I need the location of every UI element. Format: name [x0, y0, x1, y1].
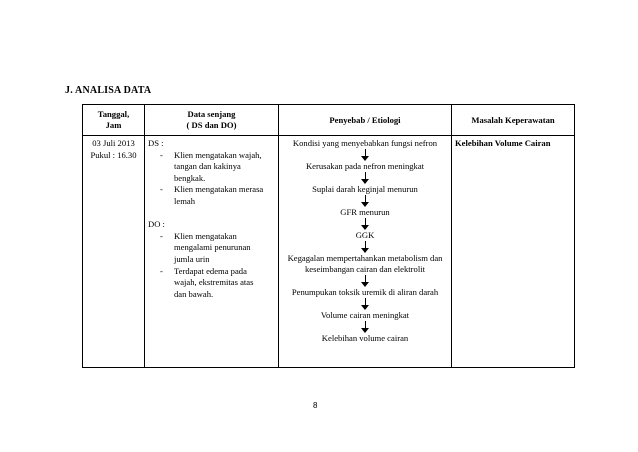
ds-item-line: Klien mengatakan merasa [174, 184, 264, 195]
etiology-step: GGK [355, 230, 375, 240]
arrow-down-icon [361, 172, 369, 184]
ds-item-line: Klien mengatakan wajah, [174, 149, 262, 160]
bullet-dash: - [160, 149, 163, 160]
ds-item-line: bengkak. [174, 172, 206, 183]
bullet-dash: - [160, 265, 163, 276]
ds-list [148, 150, 275, 208]
ds-item [160, 150, 275, 185]
etiology-step: Kerusakan pada nefron meningkat [305, 161, 425, 171]
arrow-down-icon [361, 275, 369, 287]
bullet-dash: - [160, 230, 163, 241]
etiology-step: Kegagalan mempertahankan metabolism dan [287, 253, 443, 263]
do-item-line: dan bawah. [174, 288, 214, 299]
do-item [160, 231, 275, 266]
header-data-gap [145, 105, 279, 136]
etiology-step: Volume cairan meningkat [320, 310, 410, 320]
header-date-line2: Jam [105, 120, 122, 130]
etiology-step: Kondisi yang menyebabkan fungsi nefron [292, 138, 438, 148]
analysis-table [82, 104, 575, 368]
do-label: DO : [148, 219, 165, 230]
etiology-step: GFR menurun [340, 207, 390, 217]
arrow-down-icon [361, 298, 369, 310]
arrow-down-icon [361, 218, 369, 230]
header-data-line1: Data senjang [187, 109, 236, 119]
bullet-dash: - [160, 184, 163, 195]
page-number: 8 [313, 401, 318, 410]
etiology-step: keseimbangan cairan dan elektrolit [304, 264, 426, 274]
etiology-step: Kelebihan volume cairan [321, 333, 409, 343]
table-row [83, 136, 575, 368]
etiology-step: Penumpukan toksik uremik di aliran darah [291, 287, 439, 297]
row-date: 03 Juli 2013 [92, 138, 135, 148]
header-date-line1: Tanggal, [97, 109, 130, 119]
etiology-chain-cell [279, 136, 452, 368]
header-row [83, 105, 575, 136]
do-item-line: wajah, ekstremitas atas [174, 277, 254, 288]
date-time-cell [83, 136, 145, 368]
ds-item-line: lemah [174, 195, 195, 206]
header-problem: Masalah Keperawatan [452, 105, 575, 136]
do-item-line: mengalami penurunan [174, 242, 251, 253]
header-date-time [83, 105, 145, 136]
problem-cell: Kelebihan Volume Cairan [452, 136, 575, 368]
do-item [160, 266, 275, 301]
header-data-line2: ( DS dan DO) [186, 120, 237, 130]
do-list [148, 231, 275, 301]
do-item-line: jumla urin [174, 253, 210, 264]
do-item-line: Terdapat edema pada [174, 265, 247, 276]
data-gap-cell [145, 136, 279, 368]
arrow-down-icon [361, 149, 369, 161]
row-time: Pukul : 16.30 [90, 149, 137, 160]
arrow-down-icon [361, 241, 369, 253]
etiology-step: Suplai darah keginjal menurun [312, 184, 418, 194]
header-cause: Penyebab / Etiologi [279, 105, 452, 136]
ds-item [160, 184, 275, 207]
section-heading: J. ANALISA DATA [65, 85, 152, 96]
ds-label: DS : [148, 138, 164, 148]
arrow-down-icon [361, 321, 369, 333]
arrow-down-icon [361, 195, 369, 207]
do-item-line: Klien mengatakan [174, 230, 237, 241]
ds-item-line: tangan dan kakinya [174, 161, 241, 172]
